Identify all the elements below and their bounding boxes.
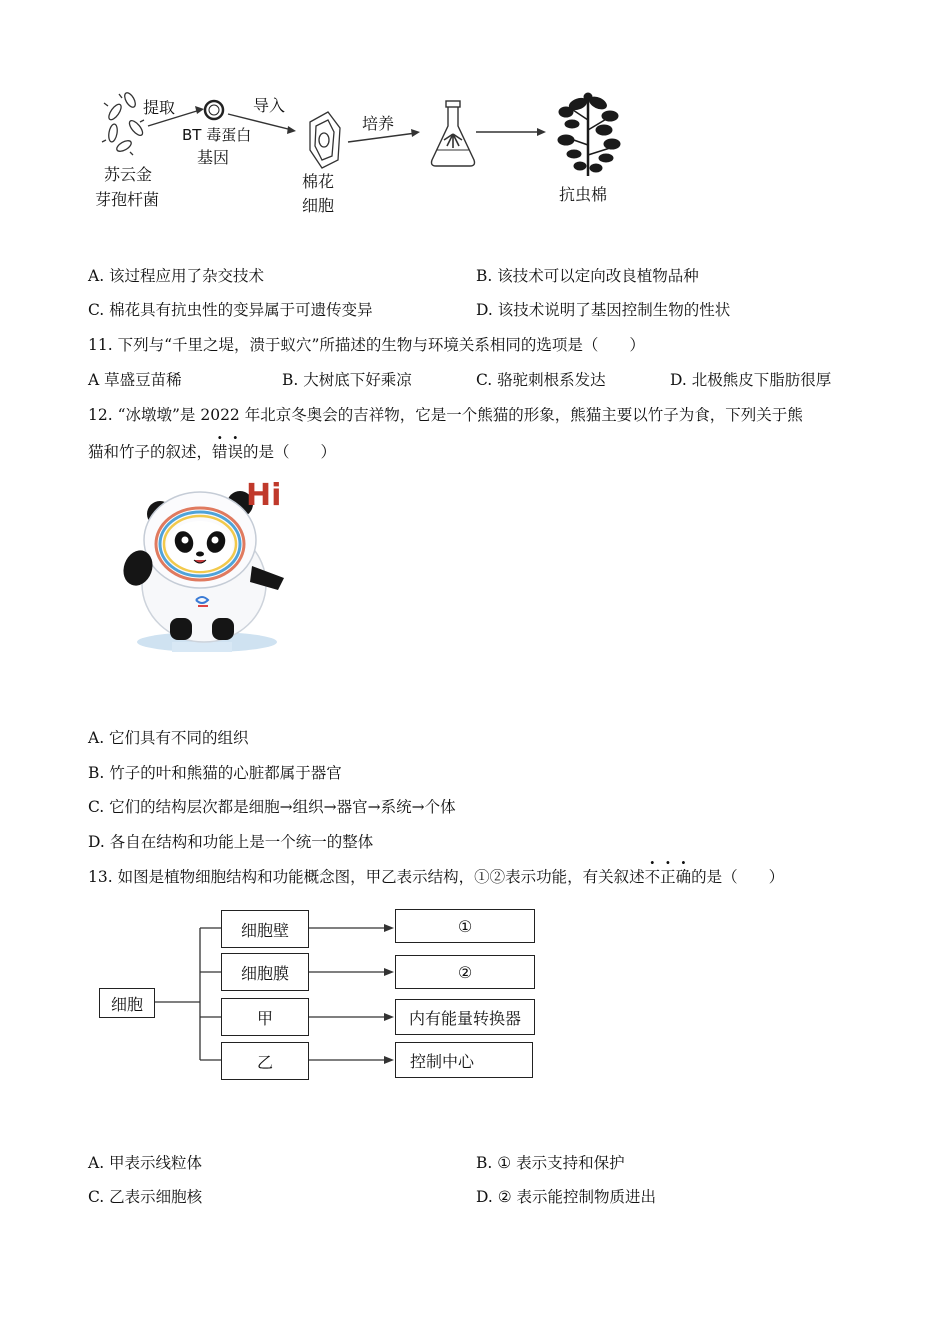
q13-stem-post: 的是（ ） bbox=[691, 868, 785, 886]
node-cell: 细胞 bbox=[99, 988, 155, 1018]
q10-option-d[interactable]: D. 该技术说明了基因控制生物的性状 bbox=[476, 301, 731, 319]
q12-emph-char-1: 错 bbox=[212, 443, 228, 461]
step-extract-label: 提取 bbox=[143, 98, 176, 117]
bacteria-label-1: 苏云金 bbox=[104, 165, 153, 184]
q13-stem bbox=[88, 867, 784, 887]
gene-label-2: 基因 bbox=[197, 148, 230, 167]
cotton-cell-icon bbox=[310, 112, 340, 168]
q13-emph-char-1: 不 bbox=[644, 868, 661, 886]
gene-ring-icon bbox=[205, 101, 223, 119]
q13-stem-pre: 13. 如图是植物细胞结构和功能概念图，甲乙表示结构，①②表示功能，有关叙述 bbox=[88, 868, 645, 886]
q12-option-c[interactable]: C. 它们的结构层次都是细胞→组织→器官→系统→个体 bbox=[88, 798, 456, 816]
q13-option-b[interactable]: B. ① 表示支持和保护 bbox=[476, 1154, 625, 1172]
step-import-label: 导入 bbox=[253, 96, 286, 115]
q11-option-c[interactable]: C. 骆驼刺根系发达 bbox=[476, 371, 606, 389]
q10-option-c[interactable]: C. 棉花具有抗虫性的变异属于可遗传变异 bbox=[88, 301, 373, 319]
node-function-3: 内有能量转换器 bbox=[395, 999, 535, 1035]
q11-option-a[interactable]: A 草盛豆苗稀 bbox=[88, 371, 182, 389]
bacteria-icon bbox=[102, 91, 145, 155]
node-cell-membrane: 细胞膜 bbox=[221, 953, 309, 991]
q13-option-c[interactable]: C. 乙表示细胞核 bbox=[88, 1188, 203, 1206]
node-jia: 甲 bbox=[221, 998, 309, 1036]
q12-stem-post: 的是（ ） bbox=[243, 443, 337, 461]
q13-option-a[interactable]: A. 甲表示线粒体 bbox=[88, 1154, 203, 1172]
node-function-1: ① bbox=[395, 909, 535, 943]
q13-emph-char-3: 确 bbox=[675, 868, 692, 886]
gene-label-1: BT 毒蛋白 bbox=[182, 126, 252, 144]
q13-option-d[interactable]: D. ② 表示能控制物质进出 bbox=[476, 1188, 657, 1206]
step-culture-label: 培养 bbox=[362, 114, 395, 133]
culture-flask-icon bbox=[432, 101, 475, 166]
q10-process-diagram bbox=[0, 0, 950, 230]
node-function-2: ② bbox=[395, 955, 535, 989]
cell-label-1: 棉花 bbox=[302, 172, 335, 191]
mascot-image bbox=[112, 474, 302, 664]
q10-option-a[interactable]: A. 该过程应用了杂交技术 bbox=[88, 267, 265, 285]
q13-concept-diagram bbox=[0, 900, 950, 1090]
q11-option-b[interactable]: B. 大树底下好乘凉 bbox=[282, 371, 412, 389]
node-function-4: 控制中心 bbox=[395, 1042, 533, 1078]
q12-emph-char-2: 误 bbox=[227, 443, 244, 461]
q12-option-a[interactable]: A. 它们具有不同的组织 bbox=[88, 729, 249, 747]
q12-stem-pre: 猫和竹子的叙述， bbox=[88, 443, 213, 461]
result-label: 抗虫棉 bbox=[559, 185, 608, 204]
q11-stem: 11. 下列与“千里之堤，溃于蚁穴”所描述的生物与环境关系相同的选项是（ ） bbox=[88, 336, 645, 354]
q12-stem-line1: 12. “冰墩墩”是 2022 年北京冬奥会的吉祥物，它是一个熊猫的形象，熊猫主要以竹子为食，下列关于熊 bbox=[88, 406, 803, 424]
q12-option-d[interactable]: D. 各自在结构和功能上是一个统一的整体 bbox=[88, 833, 374, 851]
insect-resistant-cotton-icon bbox=[558, 93, 620, 176]
q13-emph-char-2: 正 bbox=[660, 868, 676, 886]
node-yi: 乙 bbox=[221, 1042, 309, 1080]
mascot-hi-text: Hi bbox=[246, 478, 282, 513]
bacteria-label-2: 芽孢杆菌 bbox=[95, 190, 160, 209]
q10-option-b[interactable]: B. 该技术可以定向改良植物品种 bbox=[476, 267, 699, 285]
q11-option-d[interactable]: D. 北极熊皮下脂肪很厚 bbox=[670, 371, 832, 389]
q12-option-b[interactable]: B. 竹子的叶和熊猫的心脏都属于器官 bbox=[88, 764, 342, 782]
q12-stem-line2 bbox=[88, 442, 336, 462]
cell-label-2: 细胞 bbox=[302, 196, 335, 215]
node-cell-wall: 细胞壁 bbox=[221, 910, 309, 948]
